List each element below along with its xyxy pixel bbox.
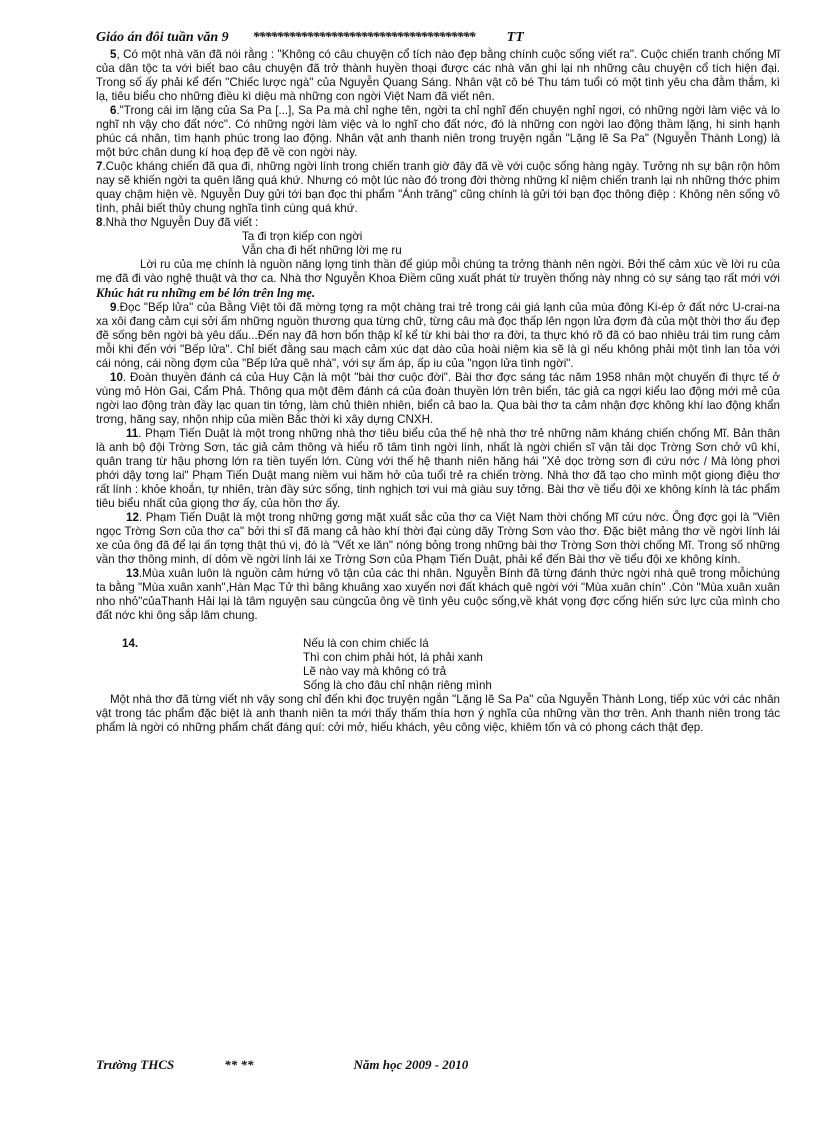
footer-school: Trường THCS <box>96 1057 175 1072</box>
paragraph-number: 12 <box>126 511 139 524</box>
verse-line: Lẽ nào vay mà không có trả <box>303 665 447 678</box>
paragraph-11 <box>96 427 780 511</box>
paragraph-number: 10 <box>110 371 123 384</box>
verse-line: Sống là cho đâu chỉ nhận riêng mình <box>303 679 492 692</box>
footer-school-year: Năm học 2009 - 2010 <box>353 1057 469 1072</box>
poem <box>303 637 492 693</box>
work-title: Khúc hát ru những em bé lớn trên lng mẹ. <box>96 286 316 300</box>
paragraph-number: 6 <box>110 104 117 117</box>
paragraph-12 <box>96 511 780 567</box>
header-title: Giáo án đôi tuần văn 9 <box>96 30 229 45</box>
paragraph-8b <box>96 258 780 301</box>
paragraph-number: 13 <box>126 567 139 580</box>
footer-stars: ** ** <box>224 1057 254 1072</box>
page-footer <box>96 1057 780 1073</box>
verse-line: Ta đi trọn kiếp con ngời <box>242 230 363 243</box>
header-right: TT <box>506 30 524 45</box>
paragraph-text: .Cuộc kháng chiến đã qua đi, những ngời lính trong chiến tranh giờ đây đã về với cuộc sống hàng ngày. Tưởng nh sự bận rộn hôm nay sẽ khiến ngời ta quên lãng quá khứ. Nhưng có một lúc nào đó trong đời thờng những kỉ niệm chiến tranh lại nh những thớc phim quay chậm hiện về. Nguyễn Duy gửi tới bạn đọc thi phẩm "Ánh trăng" cũng chính là gửi tới bạn đọc thông điệp : Không nên sống vô tình, phải biết thủy chung nghĩa tình cùng quá khứ. <box>96 160 780 215</box>
paragraph-text: .Nhà thơ Nguyễn Duy đã viết : <box>102 216 259 229</box>
paragraph-7 <box>96 160 780 216</box>
paragraph-text: ."Trong cái im lặng của Sa Pa [...], Sa Pa mà chỉ nghe tên, ngời ta chỉ nghĩ đến chuyện nghỉ ngơi, có những ngời làm việc và lo nghĩ nh vậy cho đất nớc". Có những ngời làm việc và lo nghĩ cho đất nớc, đó là những con ngời lao động thầm lặng, hi sinh hạnh phúc cá nhân, tìm hạnh phúc trong lao động. Nhân vật anh thanh niên trong truyện ngắn "Lặng lẽ Sa Pa" (Nguyễn Thành Long) là một bức chân dung kí hoạ đẹp đẽ về con ngời này. <box>96 104 780 159</box>
paragraph-8 <box>96 216 780 230</box>
paragraph-14b: Một nhà thơ đã từng viết nh vậy song chỉ đến khi đọc truyện ngắn "Lặng lẽ Sa Pa" của Nguyễn Thành Long, tiếp xúc với các nhân vật trong tác phẩm đặc biệt là anh thanh niên ta mới thấy thấm thía hơn ý nghĩa của những vần thơ trên. Anh thanh niên trong tác phẩm là ngời có những phẩm chất đáng quí: cởi mở, hiếu khách, yêu công việc, khiêm tốn và có phong cách thật đẹp. <box>96 693 780 734</box>
paragraph-text: .Mùa xuân luôn là nguồn cảm hứng vô tận của các thi nhân. Nguyễn Bính đã từng đánh thức ngời nhà quê trong mỗichúng ta bằng "Mùa xuân xanh",Hàn Mạc Tử thì bâng khuâng xao xuyến nơi đất khách quê ngời với "Mùa xuân chín" .Còn "Mùa xuân xuân nho nhỏ"củaThanh Hải lại là tâm nguyện sau cùngcủa ông về tình yêu cuộc sống,về khát vọng đợc cống hiến sức lực của mình cho đất nớc khi ông sắp lâm chung. <box>96 567 780 622</box>
paragraph-14 <box>96 637 780 693</box>
paragraph-13 <box>96 567 780 623</box>
paragraph-text: , Có một nhà văn đã nói rằng : "Không có câu chuyện cổ tích nào đẹp bằng chính cuộc sống viết ra". Cuộc chiến tranh chống Mĩ của dân tộc ta với biết bao câu chuyện đã trở thành huyền thoại được các nhà văn ghi lại nh những câu chuyện cổ tích hiện đại. Trong số ấy phải kể đến "Chiếc lược ngà" của Nguyễn Quang Sáng. Nhân vật cô bé Thu tám tuổi có một tình yêu cha đằm thắm, kì lạ, tiêu biểu cho những điều kì diệu mà những con ngời Việt Nam đã viết nên. <box>96 48 780 103</box>
paragraph-10 <box>96 371 780 427</box>
document-body <box>96 48 780 735</box>
verse-line: Nếu là con chim chiếc lá <box>303 637 429 650</box>
paragraph-text: Lời ru của mẹ chính là nguồn năng lợng tinh thần để giúp mỗi chúng ta trởng thành nên ngời. Bởi thế cảm xúc về lời ru của mẹ đã đi vào nghệ thuật và thơ ca. Nhà thơ Nguyễn Khoa Điềm cũng xuất phát từ truyền thống này nhng có sự sáng tạo rất mới với <box>96 258 780 285</box>
paragraph-6 <box>96 104 780 160</box>
paragraph-5 <box>96 48 780 104</box>
header-stars: ************************************* <box>252 30 475 45</box>
document-page <box>96 30 780 735</box>
paragraph-number: 11 <box>126 427 139 440</box>
verse-line: Vẫn cha đi hết những lời mẹ ru <box>242 244 402 257</box>
verse-line: Thì con chim phải hót, lá phải xanh <box>303 651 483 664</box>
paragraph-number: 7 <box>96 160 103 173</box>
paragraph-text: .Đọc "Bếp lửa" của Bằng Việt tôi đã mờng tợng ra một chàng trai trẻ trong cái giá lạnh của mùa đông Ki-ép ở đất nớc U-crai-na xa xôi đang cảm cụi sởi ấm những nguồn thương qua từng chữ, từng câu mà đọc thấp lên ngọn lửa đợm đà của một thời thơ ấu đẹp đẽ sống bên ngời bà yêu dấu...Đến nay đã hơn bốn thập kỉ kể từ khi bài thơ ra đời, ta thực khó rõ đã có bao nhiêu trái tim rung cảm mỗi khi đến với "Bếp lửa". Chỉ biết đằng sau mạch cảm xúc dạt dào của hoài niệm kia sẽ là gì nếu không phải một tình lan tỏa với cái nóng, cái nồng đợm của "Bếp lửa quê nhà", với sự ấm áp, ấp iu của "ngọn lửa tình ngời". <box>96 301 780 370</box>
paragraph-text: . Phạm Tiến Duật là một trong những nhà thơ tiêu biểu của thế hệ nhà thơ trẻ những năm kháng chiến chống Mĩ. Bản thân là anh bộ đội Trờng Sơn, tác giả cảm thông và hiểu rõ tâm tình ngời lính, nhất là ngời chiến sĩ vận tải dọc Trờng Sơn chở vũ khí, quân trang từ hậu phơng lớn ra tiền tuyến lớn. Cùng với thế hệ thanh niên hăng hái "Xẻ dọc trờng sơn đi cứu nớc / Mà lòng phơi phới dậy tơng lai" Phạm Tiến Duật mang niềm vui hăm hở của tuổi trẻ ra chiến trờng. Nhà thơ đã tạo cho mình một giọng điệu thơ rất lính : khỏe khoắn, tự nhiên, tràn đầy sức sống, tinh nghịch tơi vui mà giàu suy tởng. Bài thơ về tiểu đội xe không kính là tác phẩm tiêu biểu nhất của giọng thơ ấy, của hồn thơ ấy. <box>96 427 780 510</box>
paragraph-9 <box>96 301 780 371</box>
paragraph-number: 8 <box>96 216 103 229</box>
paragraph-text: . Phạm Tiến Duật là một trong những gơng mặt xuất sắc của thơ ca Việt Nam thời chống Mĩ cứu nớc. Ông đợc gọi là "Viên ngọc Trờng Sơn của thơ ca" bởi thi sĩ đã mang cả hào khí thời đại cùng dãy Trờng Sơn vào thơ. Đặc biệt mảng thơ về ngời lính lái xe của ông đã để lại ấn tợng thật thú vị, đó là "Vết xe lăn" nóng bỏng trong những bài thơ Trờng Sơn thời chống Mĩ. Trong số những vần thơ thông minh, dí dỏm về ngời lính lái xe Trờng Sơn của Phạm Tiến Duật, phải kể đến Bài thơ về tiểu đội xe không kính. <box>96 511 780 566</box>
paragraph-number: 14. <box>122 637 139 650</box>
paragraph-text: . Đoàn thuyền đánh cá của Huy Cận là một "bài thơ cuộc đời". Bài thơ đợc sáng tác năm 1958 nhân một chuyến đi thực tế ở vùng mỏ Hòn Gai, Cẩm Phả. Thông qua một đêm đánh cá của đoàn thuyền lớn trên biển, tác giả ca ngợi kiểu lao động mới mẻ của ngời lao động tràn đầy lạc quan tin tởng, làm chủ thiên nhiên, biển cả bao la. Qua bài thơ ta cảm nhận đợc không khí lao động khẩn trơng, hăng say, nhộn nhịp của miền Bắc thời kì xây dựng CNXH. <box>96 371 780 426</box>
paragraph-number: 5 <box>110 48 117 61</box>
page-header <box>96 30 780 46</box>
paragraph-number: 9 <box>110 301 117 314</box>
